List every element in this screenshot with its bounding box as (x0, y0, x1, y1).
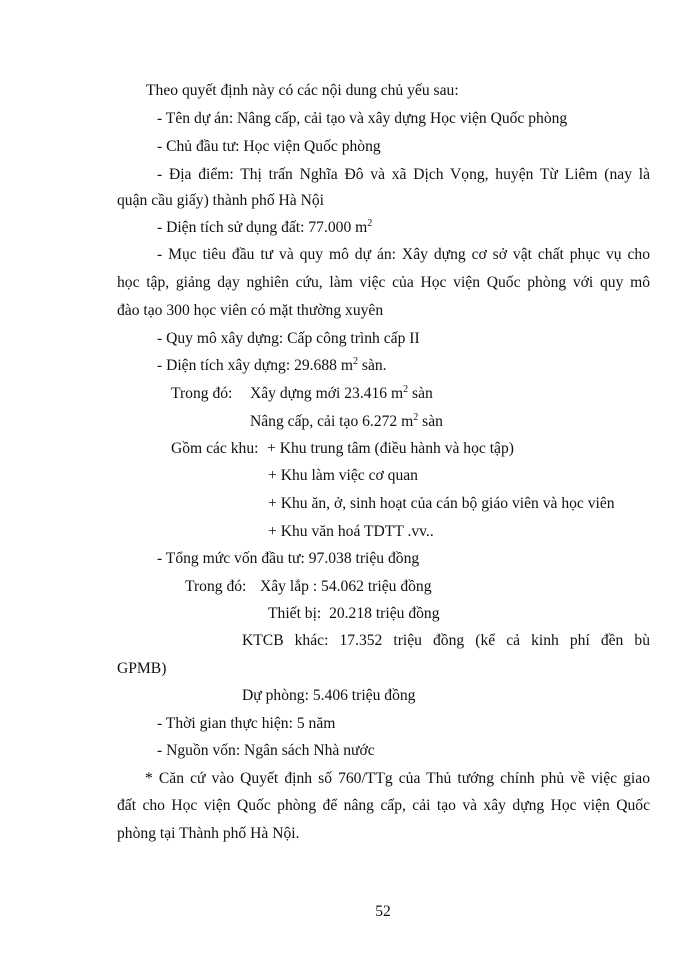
land-area-text: - Diện tích sử dụng đất: 77.000 m (157, 219, 368, 236)
superscript: 2 (413, 412, 419, 423)
capital-in-which-label: Trong đó: (185, 578, 247, 595)
zone-item: + Khu trung tâm (điều hành và học tập) (267, 440, 514, 457)
zone-item: + Khu văn hoá TDTT .vv.. (268, 523, 434, 540)
other-cost-line-1: KTCB khác: 17.352 triệu đồng (kể cả kinh phí đền bù (242, 632, 650, 649)
land-area (157, 218, 372, 238)
superscript: 2 (367, 218, 373, 229)
unit-text: sàn (418, 413, 443, 430)
location-line-1: - Địa điểm: Thị trấn Nghĩa Đô và xã Dịch Vọng, huyện Từ Liêm (nay là (157, 166, 650, 183)
superscript: 2 (352, 356, 358, 367)
objective-line-2: học tập, giảng dạy nghiên cứu, làm việc của Học viện Quốc phòng với quy mô (117, 274, 650, 291)
in-which-label: Trong đó: (171, 385, 233, 402)
new-build-text: Xây dựng mới 23.416 m (250, 385, 404, 402)
funding-source: - Nguồn vốn: Ngân sách Nhà nước (157, 742, 375, 759)
upgrade (250, 412, 443, 432)
unit-text: sàn. (357, 357, 387, 374)
build-area-text: - Diện tích xây dựng: 29.688 m (157, 357, 353, 374)
objective-line-1: - Mục tiêu đầu tư và quy mô dự án: Xây dựng cơ sở vật chất phục vụ cho (157, 246, 650, 263)
location-line-2: quận cầu giấy) thành phố Hà Nội (117, 192, 324, 209)
superscript: 2 (403, 384, 409, 395)
build-area (157, 356, 387, 376)
page-number: 52 (375, 903, 391, 920)
other-cost-line-2: GPMB) (117, 660, 167, 677)
equipment-cost: Thiết bị: 20.218 triệu đồng (268, 605, 440, 622)
zones-label: Gồm các khu: (171, 440, 259, 457)
total-capital: - Tổng mức vốn đầu tư: 97.038 triệu đồng (157, 550, 420, 567)
zone-item: + Khu làm việc cơ quan (268, 467, 418, 484)
intro-text: Theo quyết định này có các nội dung chủ yếu sau: (146, 82, 459, 99)
basis-line-1: * Căn cứ vào Quyết định số 760/TTg của Thủ tướng chính phủ về việc giao (145, 770, 650, 787)
duration: - Thời gian thực hiện: 5 năm (157, 715, 336, 732)
construction-cost: Xây lắp : 54.062 triệu đồng (260, 578, 432, 595)
new-build (250, 384, 433, 404)
zone-item: + Khu ăn, ở, sinh hoạt của cán bộ giáo viên và học viên (268, 495, 615, 512)
basis-line-2: đất cho Học viện Quốc phòng để nâng cấp, cải tạo và xây dựng Học viện Quốc (117, 797, 650, 814)
basis-line-3: phòng tại Thành phố Hà Nội. (117, 825, 300, 842)
build-scale: - Quy mô xây dựng: Cấp công trình cấp II (157, 330, 420, 347)
project-name: - Tên dự án: Nâng cấp, cải tạo và xây dựng Học viện Quốc phòng (157, 110, 568, 127)
contingency-cost: Dự phòng: 5.406 triệu đồng (242, 687, 416, 704)
investor: - Chủ đầu tư: Học viện Quốc phòng (157, 138, 381, 155)
objective-line-3: đào tạo 300 học viên có mặt thường xuyên (117, 302, 384, 319)
upgrade-text: Nâng cấp, cải tạo 6.272 m (250, 413, 414, 430)
unit-text: sàn (408, 385, 433, 402)
